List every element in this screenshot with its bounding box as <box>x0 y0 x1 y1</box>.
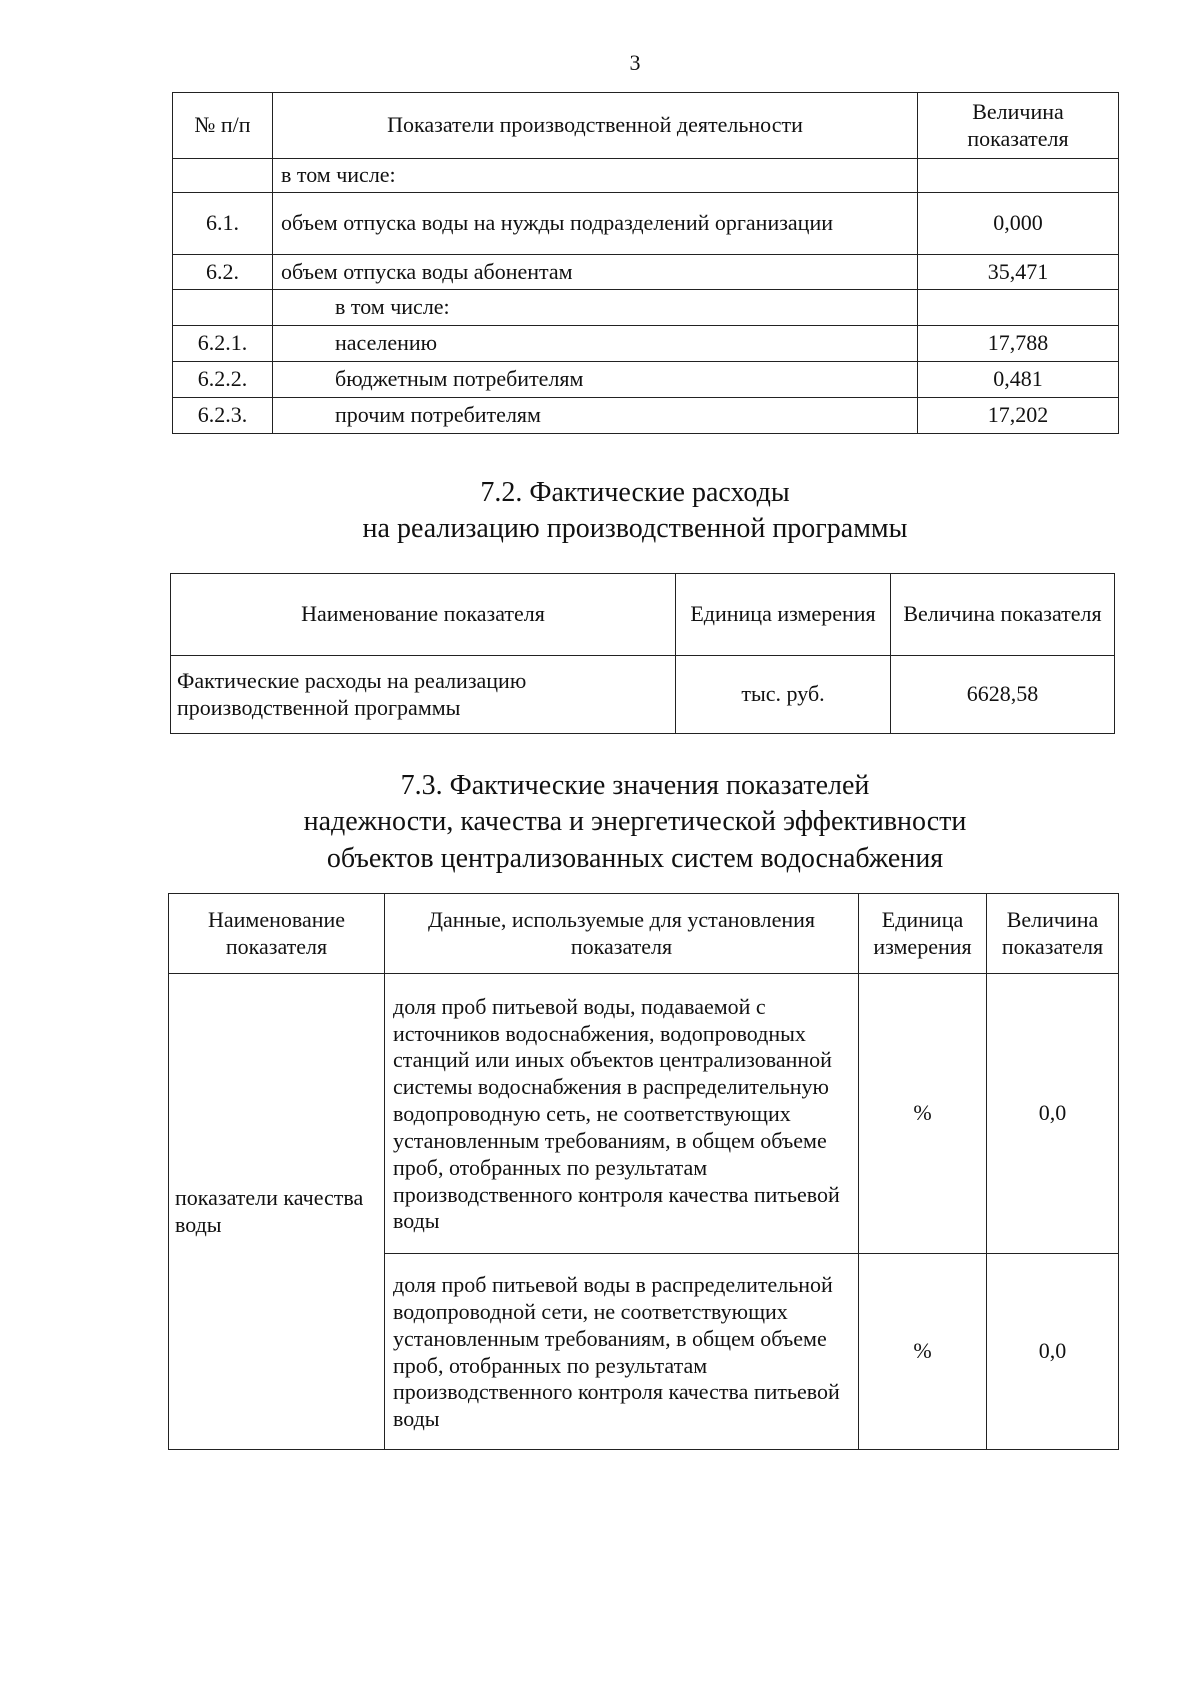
table-row <box>173 255 1119 290</box>
row-value: 0,0 <box>987 974 1119 1254</box>
row-unit: % <box>859 1254 987 1450</box>
row-number: 6.2.2. <box>173 362 273 398</box>
col-header-name: Наименование показателя <box>169 894 385 974</box>
row-value: 0,481 <box>918 362 1119 398</box>
row-name: объем отпуска воды на нужды подразделений организации <box>273 193 918 255</box>
row-name: прочим потребителям <box>273 398 918 434</box>
row-number: 6.2.3. <box>173 398 273 434</box>
heading-line: объектов централизованных систем водоснабжения <box>326 842 944 874</box>
row-value: 6628,58 <box>891 656 1115 734</box>
row-data: доля проб питьевой воды, подаваемой с источников водоснабжения, водопроводных станций или иных объектов централизованной системы водоснабжения в распределительную водопроводную сеть, не соответствующих установленным требованиям, в общем объеме проб, отобранных по результатам производственного контроля качества питьевой воды <box>385 974 859 1254</box>
row-value <box>918 159 1119 193</box>
heading-line: на реализацию производственной программы <box>362 513 908 545</box>
col-header-number: № п/п <box>173 93 273 159</box>
row-number <box>173 159 273 193</box>
section-7-3-heading <box>0 768 1200 877</box>
col-header-unit: Единица измерения <box>859 894 987 974</box>
row-number: 6.2.1. <box>173 326 273 362</box>
row-number: 6.1. <box>173 193 273 255</box>
row-value: 0,000 <box>918 193 1119 255</box>
reliability-quality-table <box>168 893 1119 1450</box>
table-row <box>173 398 1119 434</box>
table-row <box>173 290 1119 326</box>
col-header-value: Величина показателя <box>987 894 1119 974</box>
table-header-row <box>171 574 1115 656</box>
row-name: в том числе: <box>273 290 918 326</box>
table-row <box>169 974 1119 1254</box>
col-header-name: Наименование показателя <box>171 574 676 656</box>
section-7-2-heading <box>0 475 1200 548</box>
col-header-indicators: Показатели производственной деятельности <box>273 93 918 159</box>
col-header-value: Величина показателя <box>891 574 1115 656</box>
col-header-data: Данные, используемые для установления показателя <box>385 894 859 974</box>
actual-expenses-table <box>170 573 1115 734</box>
heading-line: 7.2. Фактические расходы <box>480 477 790 508</box>
col-header-value: Величина показателя <box>918 93 1119 159</box>
table-row <box>171 656 1115 734</box>
row-value: 17,788 <box>918 326 1119 362</box>
production-indicators-table <box>172 92 1119 434</box>
row-number <box>173 290 273 326</box>
heading-line: надежности, качества и энергетической эффективности <box>303 806 967 838</box>
row-unit: % <box>859 974 987 1254</box>
row-value <box>918 290 1119 326</box>
row-name: населению <box>273 326 918 362</box>
heading-line: 7.3. Фактические значения показателей <box>400 770 870 801</box>
row-data: доля проб питьевой воды в распределительной водопроводной сети, не соответствующих установленным требованиям, в общем объеме проб, отобранных по результатам производственного контроля качества питьевой воды <box>385 1254 859 1450</box>
page-number: 3 <box>629 50 641 75</box>
table-row <box>173 159 1119 193</box>
table-row <box>173 193 1119 255</box>
col-header-unit: Единица измерения <box>676 574 891 656</box>
row-unit: тыс. руб. <box>676 656 891 734</box>
row-name: Фактические расходы на реализацию производственной программы <box>171 656 676 734</box>
row-number: 6.2. <box>173 255 273 290</box>
row-value: 0,0 <box>987 1254 1119 1450</box>
group-name: показатели качества воды <box>169 974 385 1450</box>
table-row <box>173 326 1119 362</box>
row-name: в том числе: <box>273 159 918 193</box>
row-name: бюджетным потребителям <box>273 362 918 398</box>
row-name: объем отпуска воды абонентам <box>273 255 918 290</box>
table-row <box>173 362 1119 398</box>
row-value: 17,202 <box>918 398 1119 434</box>
table-header-row <box>173 93 1119 159</box>
table-header-row <box>169 894 1119 974</box>
row-value: 35,471 <box>918 255 1119 290</box>
